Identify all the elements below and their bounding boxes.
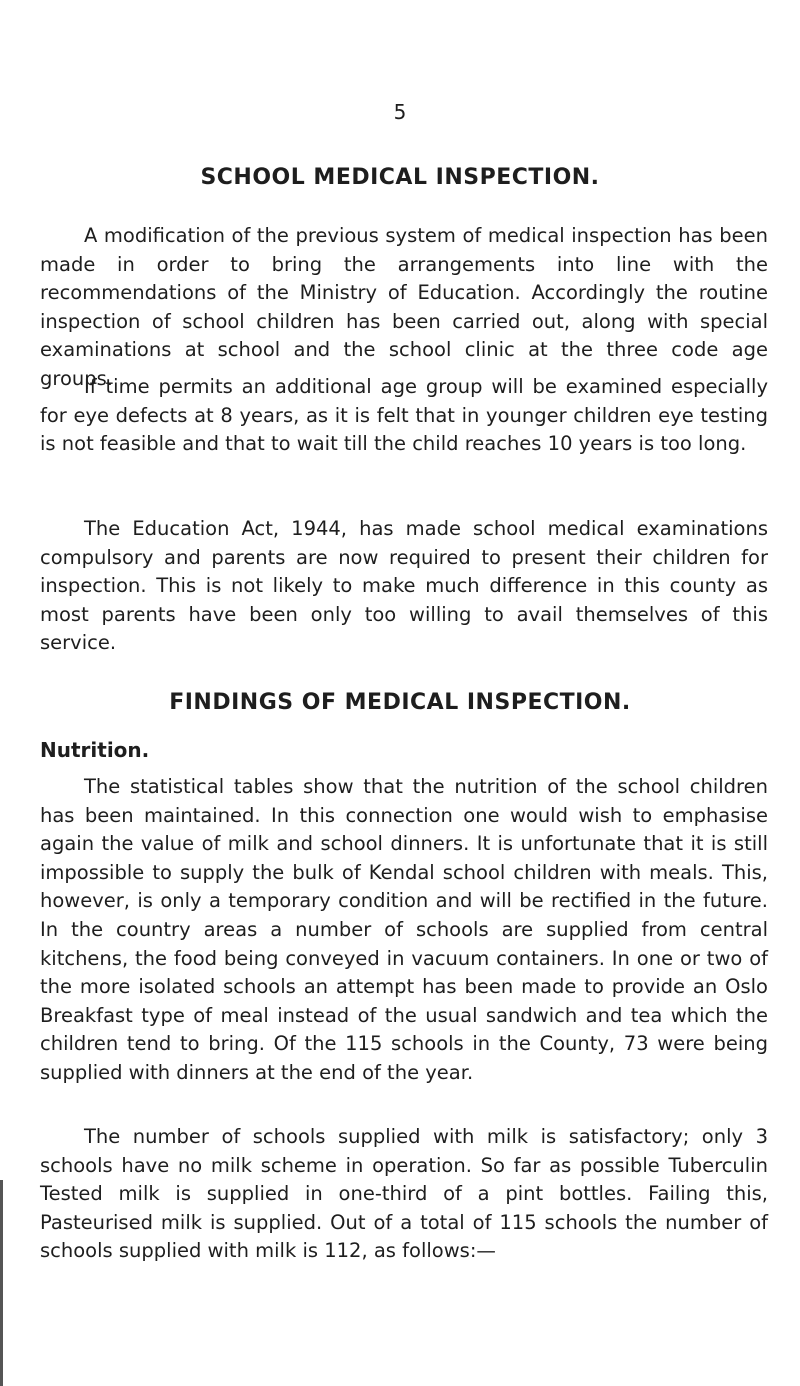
section-heading-school-medical-inspection: SCHOOL MEDICAL INSPECTION. [200, 165, 600, 190]
scan-edge-line [0, 1180, 3, 1386]
section-heading-findings: FINDINGS OF MEDICAL INSPECTION. [169, 690, 631, 715]
paragraph: The number of schools supplied with milk is satisfactory; only 3 schools have no milk scheme in operation. So far as possible Tuberculin Tested milk is supplied in one-third of a pint bottles. Failing this, Pasteurised milk is supplied. Out of a total of 115 schools the number of schools supplied with milk is 112, as follows:— [40, 1125, 768, 1263]
page-number: 5 [393, 100, 407, 124]
paragraph: A modification of the previous system of medical inspection has been made in order to bring the arrangements into line with the recommendations of the Ministry of Education. Accordingly the routine inspection of school children has been carried out, along with special examinations at school and the school clinic at the three code age groups. [40, 224, 768, 390]
paragraph: The statistical tables show that the nutrition of the school children has been maintained. In this connection one would wish to emphasise again the value of milk and school dinners. It is unfortunate that it is still impossible to supply the bulk of Kendal school children with meals. This, however, is only a temporary condition and will be rectified in the future. In the country areas a number of schools are supplied from central kitchens, the food being conveyed in vacuum containers. In one or two of the more isolated schools an attempt has been made to provide an Oslo Breakfast type of meal instead of the usual sandwich and tea which the children tend to bring. Of the 115 schools in the County, 73 were being supplied with dinners at the end of the year. [40, 775, 768, 1084]
paragraph: The Education Act, 1944, has made school medical examinations compulsory and parents are now required to present their children for inspection. This is not likely to make much difference in this county as most parents have been only too willing to avail themselves of this service. [40, 517, 768, 655]
paragraph: If time permits an additional age group will be examined especially for eye defects at 8 years, as it is felt that in younger children eye testing is not feasible and that to wait till the child reaches 10 years is too long. [40, 375, 768, 456]
subheading-nutrition: Nutrition. [40, 738, 150, 762]
